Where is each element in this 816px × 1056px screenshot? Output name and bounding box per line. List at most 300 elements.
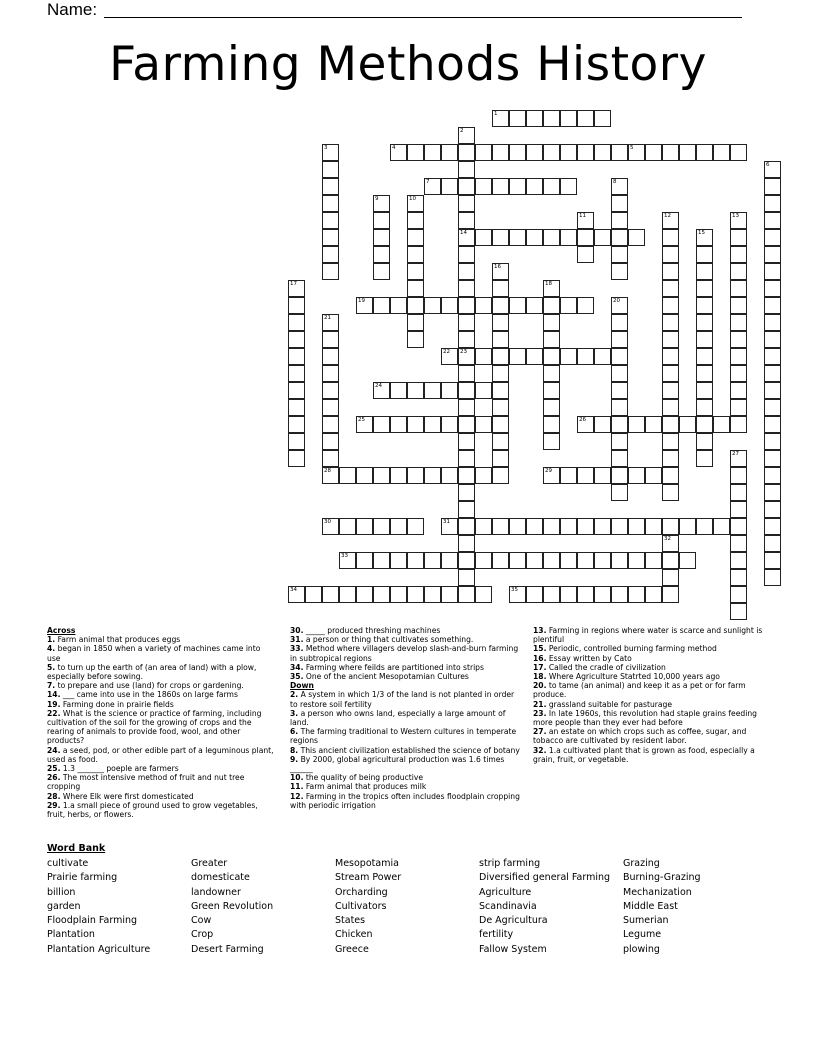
crossword-cell[interactable]	[458, 127, 475, 144]
crossword-cell[interactable]	[526, 144, 543, 161]
crossword-cell[interactable]	[730, 501, 747, 518]
crossword-cell[interactable]	[373, 212, 390, 229]
crossword-cell[interactable]	[713, 416, 730, 433]
crossword-cell[interactable]	[611, 433, 628, 450]
crossword-cell[interactable]	[577, 552, 594, 569]
crossword-cell[interactable]	[662, 416, 679, 433]
crossword-cell[interactable]	[662, 348, 679, 365]
crossword-cell[interactable]	[458, 229, 475, 246]
crossword-cell[interactable]	[492, 297, 509, 314]
crossword-cell[interactable]	[611, 297, 628, 314]
crossword-cell[interactable]	[730, 314, 747, 331]
crossword-cell[interactable]	[577, 110, 594, 127]
crossword-cell[interactable]	[288, 586, 305, 603]
crossword-cell[interactable]	[441, 552, 458, 569]
crossword-cell[interactable]	[322, 229, 339, 246]
crossword-cell[interactable]	[611, 518, 628, 535]
crossword-cell[interactable]	[696, 229, 713, 246]
crossword-cell[interactable]	[475, 416, 492, 433]
crossword-cell[interactable]	[322, 433, 339, 450]
crossword-cell[interactable]	[458, 467, 475, 484]
crossword-cell[interactable]	[611, 195, 628, 212]
crossword-cell[interactable]	[492, 399, 509, 416]
crossword-cell[interactable]	[458, 552, 475, 569]
crossword-cell[interactable]	[322, 399, 339, 416]
crossword-cell[interactable]	[611, 178, 628, 195]
crossword-cell[interactable]	[509, 552, 526, 569]
crossword-cell[interactable]	[492, 450, 509, 467]
crossword-cell[interactable]	[322, 195, 339, 212]
crossword-cell[interactable]	[475, 229, 492, 246]
crossword-cell[interactable]	[730, 569, 747, 586]
crossword-cell[interactable]	[764, 535, 781, 552]
crossword-cell[interactable]	[662, 433, 679, 450]
crossword-cell[interactable]	[730, 416, 747, 433]
crossword-cell[interactable]	[645, 416, 662, 433]
crossword-cell[interactable]	[764, 399, 781, 416]
crossword-cell[interactable]	[475, 552, 492, 569]
crossword-cell[interactable]	[730, 331, 747, 348]
crossword-cell[interactable]	[764, 484, 781, 501]
crossword-cell[interactable]	[696, 314, 713, 331]
crossword-cell[interactable]	[764, 331, 781, 348]
crossword-cell[interactable]	[611, 212, 628, 229]
crossword-cell[interactable]	[492, 433, 509, 450]
crossword-cell[interactable]	[611, 314, 628, 331]
crossword-cell[interactable]	[390, 467, 407, 484]
crossword-cell[interactable]	[407, 144, 424, 161]
crossword-cell[interactable]	[628, 518, 645, 535]
crossword-cell[interactable]	[475, 178, 492, 195]
crossword-cell[interactable]	[373, 382, 390, 399]
crossword-cell[interactable]	[730, 552, 747, 569]
crossword-cell[interactable]	[339, 467, 356, 484]
crossword-cell[interactable]	[458, 161, 475, 178]
crossword-cell[interactable]	[288, 399, 305, 416]
crossword-cell[interactable]	[526, 552, 543, 569]
crossword-cell[interactable]	[526, 348, 543, 365]
crossword-cell[interactable]	[424, 144, 441, 161]
crossword-cell[interactable]	[373, 518, 390, 535]
crossword-cell[interactable]	[373, 586, 390, 603]
crossword-cell[interactable]	[764, 161, 781, 178]
crossword-cell[interactable]	[458, 569, 475, 586]
crossword-cell[interactable]	[543, 331, 560, 348]
crossword-cell[interactable]	[509, 348, 526, 365]
crossword-cell[interactable]	[594, 416, 611, 433]
crossword-cell[interactable]	[288, 382, 305, 399]
crossword-cell[interactable]	[764, 518, 781, 535]
crossword-cell[interactable]	[475, 297, 492, 314]
crossword-cell[interactable]	[407, 195, 424, 212]
crossword-cell[interactable]	[764, 297, 781, 314]
crossword-cell[interactable]	[322, 178, 339, 195]
crossword-cell[interactable]	[288, 297, 305, 314]
crossword-cell[interactable]	[509, 178, 526, 195]
crossword-cell[interactable]	[594, 144, 611, 161]
crossword-cell[interactable]	[458, 178, 475, 195]
crossword-cell[interactable]	[407, 263, 424, 280]
crossword-cell[interactable]	[458, 212, 475, 229]
crossword-cell[interactable]	[764, 263, 781, 280]
crossword-cell[interactable]	[407, 331, 424, 348]
crossword-cell[interactable]	[577, 229, 594, 246]
crossword-cell[interactable]	[611, 263, 628, 280]
crossword-cell[interactable]	[390, 552, 407, 569]
crossword-cell[interactable]	[696, 297, 713, 314]
crossword-cell[interactable]	[356, 586, 373, 603]
crossword-cell[interactable]	[509, 110, 526, 127]
crossword-cell[interactable]	[407, 586, 424, 603]
crossword-cell[interactable]	[628, 586, 645, 603]
crossword-cell[interactable]	[509, 229, 526, 246]
crossword-cell[interactable]	[424, 178, 441, 195]
crossword-cell[interactable]	[764, 314, 781, 331]
crossword-cell[interactable]	[492, 382, 509, 399]
crossword-cell[interactable]	[475, 144, 492, 161]
crossword-cell[interactable]	[492, 280, 509, 297]
crossword-cell[interactable]	[407, 212, 424, 229]
crossword-cell[interactable]	[577, 212, 594, 229]
crossword-cell[interactable]	[560, 348, 577, 365]
crossword-cell[interactable]	[543, 416, 560, 433]
crossword-cell[interactable]	[373, 195, 390, 212]
crossword-cell[interactable]	[730, 263, 747, 280]
crossword-cell[interactable]	[407, 467, 424, 484]
crossword-cell[interactable]	[730, 144, 747, 161]
crossword-cell[interactable]	[424, 467, 441, 484]
crossword-cell[interactable]	[764, 552, 781, 569]
crossword-cell[interactable]	[730, 518, 747, 535]
crossword-cell[interactable]	[356, 552, 373, 569]
crossword-cell[interactable]	[492, 178, 509, 195]
crossword-cell[interactable]	[696, 382, 713, 399]
crossword-cell[interactable]	[577, 467, 594, 484]
crossword-cell[interactable]	[696, 450, 713, 467]
crossword-cell[interactable]	[577, 144, 594, 161]
crossword-cell[interactable]	[458, 348, 475, 365]
crossword-cell[interactable]	[339, 552, 356, 569]
crossword-cell[interactable]	[492, 467, 509, 484]
crossword-cell[interactable]	[696, 331, 713, 348]
crossword-cell[interactable]	[543, 314, 560, 331]
crossword-cell[interactable]	[662, 280, 679, 297]
crossword-cell[interactable]	[679, 416, 696, 433]
crossword-cell[interactable]	[628, 144, 645, 161]
crossword-cell[interactable]	[322, 212, 339, 229]
crossword-cell[interactable]	[662, 263, 679, 280]
crossword-cell[interactable]	[458, 586, 475, 603]
crossword-cell[interactable]	[594, 586, 611, 603]
crossword-cell[interactable]	[424, 297, 441, 314]
crossword-cell[interactable]	[543, 586, 560, 603]
crossword-cell[interactable]	[322, 144, 339, 161]
crossword-cell[interactable]	[424, 586, 441, 603]
crossword-cell[interactable]	[407, 518, 424, 535]
crossword-cell[interactable]	[407, 229, 424, 246]
crossword-cell[interactable]	[696, 280, 713, 297]
crossword-cell[interactable]	[679, 518, 696, 535]
crossword-cell[interactable]	[611, 399, 628, 416]
crossword-cell[interactable]	[492, 365, 509, 382]
crossword-cell[interactable]	[611, 382, 628, 399]
crossword-cell[interactable]	[611, 348, 628, 365]
crossword-cell[interactable]	[594, 229, 611, 246]
crossword-cell[interactable]	[713, 518, 730, 535]
crossword-cell[interactable]	[458, 416, 475, 433]
crossword-cell[interactable]	[696, 246, 713, 263]
crossword-cell[interactable]	[764, 569, 781, 586]
crossword-cell[interactable]	[764, 501, 781, 518]
crossword-cell[interactable]	[492, 263, 509, 280]
crossword-cell[interactable]	[492, 348, 509, 365]
crossword-cell[interactable]	[441, 382, 458, 399]
crossword-cell[interactable]	[356, 297, 373, 314]
crossword-cell[interactable]	[543, 433, 560, 450]
crossword-cell[interactable]	[560, 467, 577, 484]
crossword-cell[interactable]	[407, 552, 424, 569]
crossword-cell[interactable]	[645, 586, 662, 603]
crossword-cell[interactable]	[492, 110, 509, 127]
crossword-cell[interactable]	[764, 229, 781, 246]
crossword-cell[interactable]	[356, 416, 373, 433]
crossword-cell[interactable]	[560, 229, 577, 246]
crossword-cell[interactable]	[458, 144, 475, 161]
crossword-cell[interactable]	[662, 552, 679, 569]
crossword-cell[interactable]	[764, 467, 781, 484]
crossword-cell[interactable]	[611, 586, 628, 603]
crossword-cell[interactable]	[509, 586, 526, 603]
crossword-cell[interactable]	[679, 144, 696, 161]
crossword-cell[interactable]	[322, 246, 339, 263]
crossword-cell[interactable]	[577, 297, 594, 314]
crossword-cell[interactable]	[645, 144, 662, 161]
crossword-cell[interactable]	[492, 552, 509, 569]
crossword-cell[interactable]	[288, 416, 305, 433]
crossword-cell[interactable]	[730, 399, 747, 416]
crossword-cell[interactable]	[662, 518, 679, 535]
crossword-cell[interactable]	[407, 280, 424, 297]
crossword-cell[interactable]	[662, 484, 679, 501]
crossword-cell[interactable]	[322, 467, 339, 484]
crossword-cell[interactable]	[628, 467, 645, 484]
crossword-cell[interactable]	[441, 178, 458, 195]
crossword-cell[interactable]	[577, 246, 594, 263]
crossword-cell[interactable]	[492, 416, 509, 433]
crossword-cell[interactable]	[373, 297, 390, 314]
crossword-cell[interactable]	[458, 297, 475, 314]
crossword-cell[interactable]	[458, 314, 475, 331]
crossword-cell[interactable]	[696, 416, 713, 433]
crossword-cell[interactable]	[662, 144, 679, 161]
crossword-cell[interactable]	[662, 399, 679, 416]
crossword-cell[interactable]	[764, 416, 781, 433]
crossword-cell[interactable]	[764, 212, 781, 229]
crossword-cell[interactable]	[458, 365, 475, 382]
crossword-cell[interactable]	[730, 246, 747, 263]
crossword-cell[interactable]	[543, 467, 560, 484]
crossword-cell[interactable]	[526, 110, 543, 127]
crossword-cell[interactable]	[322, 518, 339, 535]
crossword-cell[interactable]	[764, 195, 781, 212]
crossword-cell[interactable]	[662, 535, 679, 552]
crossword-cell[interactable]	[764, 365, 781, 382]
crossword-cell[interactable]	[764, 382, 781, 399]
crossword-cell[interactable]	[458, 280, 475, 297]
crossword-cell[interactable]	[373, 416, 390, 433]
crossword-cell[interactable]	[662, 297, 679, 314]
crossword-cell[interactable]	[662, 467, 679, 484]
crossword-cell[interactable]	[492, 229, 509, 246]
crossword-cell[interactable]	[475, 348, 492, 365]
crossword-cell[interactable]	[560, 178, 577, 195]
crossword-cell[interactable]	[543, 280, 560, 297]
crossword-cell[interactable]	[662, 586, 679, 603]
crossword-cell[interactable]	[322, 348, 339, 365]
crossword-cell[interactable]	[764, 280, 781, 297]
crossword-cell[interactable]	[594, 110, 611, 127]
crossword-cell[interactable]	[560, 518, 577, 535]
crossword-cell[interactable]	[407, 416, 424, 433]
crossword-cell[interactable]	[390, 297, 407, 314]
crossword-cell[interactable]	[543, 178, 560, 195]
crossword-cell[interactable]	[322, 161, 339, 178]
crossword-cell[interactable]	[407, 246, 424, 263]
crossword-cell[interactable]	[577, 416, 594, 433]
crossword-cell[interactable]	[696, 348, 713, 365]
crossword-cell[interactable]	[560, 552, 577, 569]
crossword-cell[interactable]	[288, 331, 305, 348]
crossword-cell[interactable]	[696, 365, 713, 382]
crossword-cell[interactable]	[577, 586, 594, 603]
crossword-cell[interactable]	[543, 365, 560, 382]
crossword-cell[interactable]	[526, 178, 543, 195]
crossword-cell[interactable]	[305, 586, 322, 603]
crossword-cell[interactable]	[543, 110, 560, 127]
crossword-cell[interactable]	[407, 297, 424, 314]
crossword-cell[interactable]	[441, 467, 458, 484]
crossword-cell[interactable]	[662, 246, 679, 263]
crossword-cell[interactable]	[390, 416, 407, 433]
crossword-cell[interactable]	[611, 450, 628, 467]
crossword-cell[interactable]	[696, 263, 713, 280]
crossword-cell[interactable]	[356, 518, 373, 535]
crossword-cell[interactable]	[560, 144, 577, 161]
crossword-cell[interactable]	[713, 144, 730, 161]
crossword-cell[interactable]	[662, 229, 679, 246]
crossword-cell[interactable]	[322, 365, 339, 382]
crossword-cell[interactable]	[475, 382, 492, 399]
crossword-cell[interactable]	[441, 416, 458, 433]
crossword-cell[interactable]	[730, 212, 747, 229]
crossword-cell[interactable]	[458, 450, 475, 467]
crossword-cell[interactable]	[662, 212, 679, 229]
crossword-cell[interactable]	[424, 382, 441, 399]
crossword-cell[interactable]	[730, 467, 747, 484]
crossword-cell[interactable]	[407, 314, 424, 331]
crossword-cell[interactable]	[543, 399, 560, 416]
crossword-cell[interactable]	[560, 586, 577, 603]
crossword-cell[interactable]	[764, 246, 781, 263]
crossword-cell[interactable]	[288, 280, 305, 297]
crossword-cell[interactable]	[458, 382, 475, 399]
crossword-cell[interactable]	[696, 399, 713, 416]
crossword-cell[interactable]	[475, 586, 492, 603]
crossword-cell[interactable]	[560, 110, 577, 127]
crossword-cell[interactable]	[373, 229, 390, 246]
crossword-cell[interactable]	[611, 229, 628, 246]
crossword-cell[interactable]	[475, 518, 492, 535]
crossword-cell[interactable]	[577, 518, 594, 535]
crossword-cell[interactable]	[509, 144, 526, 161]
crossword-cell[interactable]	[322, 586, 339, 603]
crossword-cell[interactable]	[322, 263, 339, 280]
crossword-cell[interactable]	[764, 178, 781, 195]
crossword-cell[interactable]	[730, 603, 747, 620]
crossword-cell[interactable]	[543, 144, 560, 161]
crossword-cell[interactable]	[322, 314, 339, 331]
crossword-cell[interactable]	[339, 586, 356, 603]
crossword-cell[interactable]	[288, 348, 305, 365]
crossword-cell[interactable]	[526, 229, 543, 246]
crossword-cell[interactable]	[611, 246, 628, 263]
crossword-cell[interactable]	[594, 518, 611, 535]
crossword-cell[interactable]	[288, 433, 305, 450]
crossword-cell[interactable]	[611, 552, 628, 569]
crossword-cell[interactable]	[424, 552, 441, 569]
crossword-cell[interactable]	[730, 535, 747, 552]
crossword-cell[interactable]	[594, 467, 611, 484]
crossword-cell[interactable]	[356, 467, 373, 484]
crossword-cell[interactable]	[730, 365, 747, 382]
crossword-cell[interactable]	[628, 229, 645, 246]
crossword-cell[interactable]	[492, 518, 509, 535]
crossword-cell[interactable]	[730, 348, 747, 365]
crossword-cell[interactable]	[730, 450, 747, 467]
crossword-cell[interactable]	[628, 416, 645, 433]
crossword-cell[interactable]	[594, 552, 611, 569]
crossword-cell[interactable]	[645, 552, 662, 569]
crossword-cell[interactable]	[288, 365, 305, 382]
crossword-cell[interactable]	[458, 433, 475, 450]
crossword-cell[interactable]	[492, 331, 509, 348]
crossword-cell[interactable]	[696, 144, 713, 161]
crossword-cell[interactable]	[730, 484, 747, 501]
crossword-cell[interactable]	[390, 382, 407, 399]
crossword-cell[interactable]	[577, 348, 594, 365]
crossword-cell[interactable]	[543, 518, 560, 535]
crossword-cell[interactable]	[611, 467, 628, 484]
crossword-cell[interactable]	[526, 297, 543, 314]
crossword-cell[interactable]	[339, 518, 356, 535]
crossword-cell[interactable]	[492, 144, 509, 161]
crossword-cell[interactable]	[611, 144, 628, 161]
crossword-cell[interactable]	[288, 314, 305, 331]
crossword-cell[interactable]	[730, 229, 747, 246]
crossword-cell[interactable]	[662, 365, 679, 382]
crossword-cell[interactable]	[543, 348, 560, 365]
crossword-cell[interactable]	[560, 297, 577, 314]
crossword-cell[interactable]	[441, 518, 458, 535]
crossword-cell[interactable]	[373, 246, 390, 263]
crossword-cell[interactable]	[322, 416, 339, 433]
crossword-cell[interactable]	[390, 586, 407, 603]
crossword-cell[interactable]	[441, 586, 458, 603]
crossword-cell[interactable]	[526, 586, 543, 603]
crossword-cell[interactable]	[441, 144, 458, 161]
crossword-cell[interactable]	[730, 382, 747, 399]
crossword-cell[interactable]	[764, 450, 781, 467]
